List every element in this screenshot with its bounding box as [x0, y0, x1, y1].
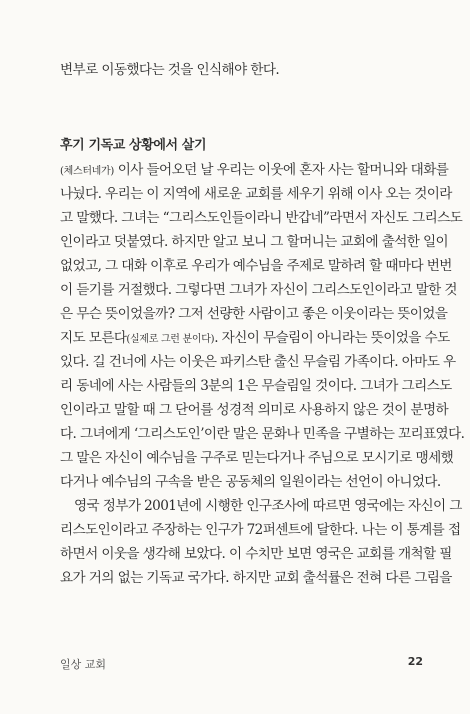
paragraph-line: 리 동네에 사는 사람들의 3분의 1은 무슬림일 것이다. 그녀가 그리스도	[60, 378, 452, 394]
paragraph-line: 이 듣기를 거절했다. 그렇다면 그녀가 자신이 그리스도인이라고 말한 것	[60, 282, 457, 298]
paragraph-line: 그 말은 자신이 예수님을 구주로 믿는다거나 주님으로 모시기로 맹세했	[60, 450, 454, 466]
speaker-tag: (체스터네가)	[60, 166, 115, 177]
paragraph-line	[60, 330, 450, 348]
intro-line: 변부로 이동했다는 것을 인식해야 한다.	[60, 62, 280, 78]
paragraph-line: 리스도인이라고 주장하는 인구가 72퍼센트에 달한다. 나는 이 통계를 접	[60, 522, 461, 538]
line-text: . 자신이 무슬림이 아니라는 뜻이었을 수도	[214, 330, 450, 346]
paragraph-line: 있다. 길 건너에 사는 이웃은 파키스탄 출신 무슬림 가족이다. 아마도 우	[60, 354, 456, 370]
line-text: 지도 모른다	[60, 330, 127, 346]
paragraph-line: 없었고, 그 대화 이후로 우리가 예수님을 주제로 말하려 할 때마다 번번	[60, 258, 452, 274]
page-number: 22	[407, 655, 423, 668]
paragraph-line: 요가 거의 없는 기독교 국가다. 하지만 교회 출석률은 전혀 다른 그림을	[60, 570, 452, 586]
paragraph-line: 다. 그녀에게 ‘그리스도인’이란 말은 문화나 민족을 구별하는 꼬리표였다.	[60, 426, 465, 442]
parenthetical-note: (실제로 그런 분이다)	[126, 334, 215, 345]
line-text: 이사 들어오던 날 우리는 이웃에 혼자 사는 할머니와 대화를	[114, 162, 449, 178]
paragraph-line	[60, 162, 449, 180]
paragraph-line: 영국 정부가 2001년에 시행한 인구조사에 따르면 영국에는 자신이 그	[74, 498, 462, 514]
paragraph-line: 하면서 이웃을 생각해 보았다. 이 수치만 보면 영국은 교회를 개척할 필	[60, 546, 452, 562]
paragraph-line: 고 말했다. 그녀는 “그리스도인들이라니 반갑네”라면서 자신도 그리스도	[60, 210, 463, 226]
paragraph-line: 다거나 예수님의 구속을 받은 공동체의 일원이라는 선언이 아니었다.	[60, 474, 441, 490]
running-title: 일상 교회	[60, 658, 107, 671]
paragraph-line: 인이라고 덧붙였다. 하지만 알고 보니 그 할머니는 교회에 출석한 일이	[60, 234, 449, 250]
paragraph-line: 은 무슨 뜻이었을까? 그저 선량한 사람이고 좋은 이웃이라는 뜻이었을	[60, 306, 448, 322]
paragraph-line: 나눴다. 우리는 이 지역에 새로운 교회를 세우기 위해 이사 오는 것이라	[60, 186, 452, 202]
paragraph-line: 인이라고 말할 때 그 단어를 성경적 의미로 사용하지 않은 것이 분명하	[60, 402, 449, 418]
section-heading: 후기 기독교 상황에서 살기	[60, 138, 207, 153]
